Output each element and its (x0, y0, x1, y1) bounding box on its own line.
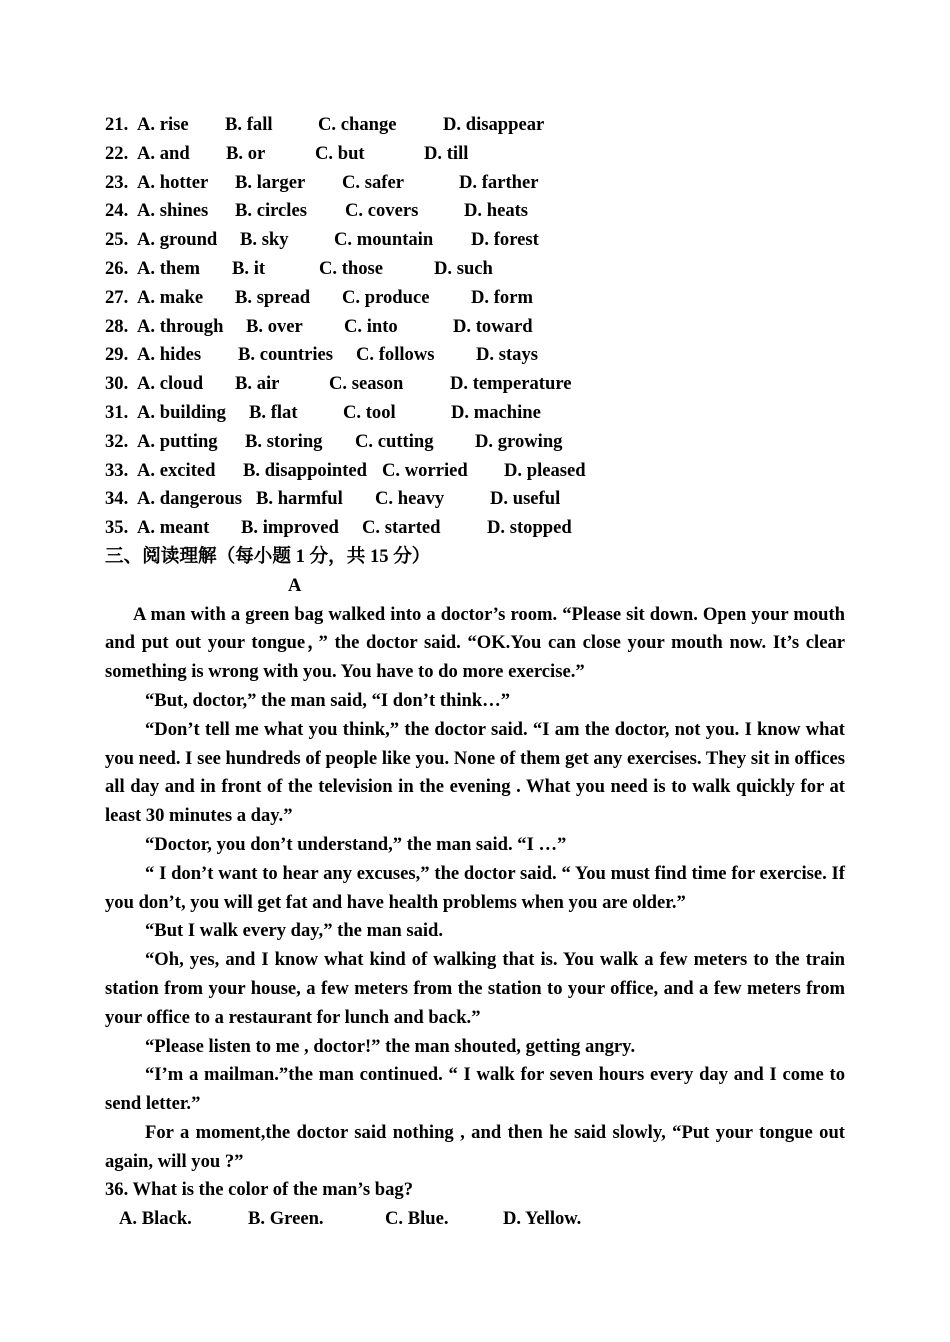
question-36-stem: 36. What is the color of the man’s bag? (105, 1179, 414, 1201)
question-number: 26. (105, 257, 129, 279)
passage-paragraph: “Doctor, you don’t understand,” the man said. “I …” (145, 833, 567, 855)
passage-paragraph: A man with a green bag walked into a doctor’s room. “Please sit down. Open your mouth and put out your tongue，” the doctor said. “OK.You can close your mouth now. It’s clear something is wrong with you. You have to do more exercise.” (105, 603, 845, 683)
option-a: A. excited (137, 459, 216, 481)
option-row-33 (105, 457, 845, 486)
option-row-26 (105, 255, 845, 284)
option-d: D. useful (490, 488, 561, 510)
option-a: A. cloud (137, 373, 204, 395)
option-c: C. follows (356, 344, 435, 366)
question-number: 27. (105, 286, 129, 308)
option-row-27 (105, 284, 845, 313)
option-b: B. storing (245, 430, 323, 452)
option-a: A. hides (137, 344, 202, 366)
option-c: C. safer (342, 171, 404, 193)
option-d: D. toward (453, 315, 533, 337)
question-number: 23. (105, 171, 129, 193)
option-a: A. meant (137, 517, 210, 539)
option-b: B. countries (238, 344, 334, 366)
option-d: D. stopped (487, 517, 572, 539)
section-title: 三、阅读理解（每小题 1 分，共 15 分） (105, 545, 431, 567)
option-a: A. building (137, 401, 226, 423)
option-a: A. dangerous (137, 488, 243, 510)
option-b: B. flat (249, 401, 298, 423)
question-number: 35. (105, 517, 129, 539)
passage-paragraph: “Please listen to me , doctor!” the man shouted, getting angry. (145, 1035, 636, 1057)
option-d: D. farther (459, 171, 539, 193)
option-c: C. produce (342, 286, 430, 308)
option-c: C. heavy (375, 488, 445, 510)
passage-paragraph: For a moment,the doctor said nothing , and then he said slowly, “Put your tongue out again, will you ?” (105, 1121, 845, 1172)
option-d: D. pleased (504, 459, 586, 481)
option-c: C. change (318, 114, 397, 135)
option-row-31 (105, 399, 845, 428)
option-row-34 (105, 485, 845, 514)
option-b: B. over (246, 315, 303, 337)
option-b: B. spread (235, 286, 311, 308)
passage-paragraph: “But I walk every day,” the man said. (145, 920, 444, 942)
option-c: C. covers (345, 200, 419, 222)
option-b: B. it (232, 257, 266, 279)
passage-label: A (288, 574, 302, 596)
option-d: D. stays (476, 344, 538, 366)
question-number: 31. (105, 401, 129, 423)
option-c: C. worried (382, 459, 468, 481)
option-c: C. cutting (355, 430, 434, 452)
option-d: D. machine (451, 401, 541, 423)
option-row-28 (105, 313, 845, 342)
option-row-32 (105, 428, 845, 457)
option-a: A. putting (137, 430, 218, 452)
question-number: 34. (105, 488, 129, 510)
option-a: A. ground (137, 229, 218, 251)
cloze-options (105, 111, 845, 543)
option-row-25 (105, 226, 845, 255)
question-number: 25. (105, 229, 129, 251)
option-c: C. started (362, 517, 441, 539)
question-number: 29. (105, 344, 129, 366)
option-b: B. improved (241, 517, 339, 539)
option-b: B. or (226, 142, 266, 164)
option-a: A. Black. (119, 1208, 192, 1230)
option-a: A. make (137, 286, 204, 308)
passage-paragraph: “I’m a mailman.”the man continued. “ I walk for seven hours every day and I come to send letter.” (105, 1064, 845, 1115)
option-a: A. through (137, 315, 224, 337)
option-row-29 (105, 341, 845, 370)
option-c: C. those (319, 257, 384, 279)
option-d: D. growing (475, 430, 563, 452)
question-number: 22. (105, 142, 129, 164)
option-c: C. Blue. (385, 1208, 449, 1230)
exam-page (105, 111, 845, 1234)
option-c: C. season (329, 373, 404, 395)
option-b: B. disappointed (243, 459, 368, 481)
question-number: 24. (105, 200, 129, 222)
option-d: D. Yellow. (503, 1208, 582, 1230)
option-row-35 (105, 514, 845, 543)
question-36-options (105, 1205, 845, 1234)
option-row-24 (105, 197, 845, 226)
passage-paragraph: “Oh, yes, and I know what kind of walking that is. You walk a few meters to the train station from your house, a few meters from the station to your office, and a few meters from your office to a restaurant for lunch and back.” (105, 949, 845, 1028)
option-a: A. them (137, 257, 200, 279)
option-b: B. circles (235, 200, 307, 222)
question-number: 30. (105, 373, 129, 395)
reading-passage (105, 601, 845, 1177)
question-number: 33. (105, 459, 129, 481)
option-a: A. shines (137, 200, 209, 222)
option-d: D. temperature (450, 373, 572, 395)
option-b: B. fall (225, 114, 273, 135)
option-row-23 (105, 169, 845, 198)
option-a: A. and (137, 142, 190, 164)
option-c: C. tool (343, 401, 396, 423)
option-row-30 (105, 370, 845, 399)
option-b: B. Green. (248, 1208, 324, 1230)
question-number: 21. (105, 114, 129, 135)
option-d: D. such (434, 257, 493, 279)
option-row-21 (105, 111, 845, 140)
option-d: D. disappear (443, 114, 545, 135)
option-d: D. heats (464, 200, 529, 222)
option-c: C. into (344, 315, 398, 337)
option-d: D. form (471, 286, 533, 308)
question-number: 32. (105, 430, 129, 452)
option-a: A. hotter (137, 171, 209, 193)
question-number: 28. (105, 315, 129, 337)
option-c: C. but (315, 142, 365, 164)
passage-paragraph: “Don’t tell me what you think,” the doctor said. “I am the doctor, not you. I know what you need. I see hundreds of people like you. None of them get any exercises. They sit in offices all day and in front of the television in the evening . What you need is to walk quickly for at least 30 minutes a day.” (105, 718, 845, 827)
option-b: B. sky (240, 229, 289, 251)
option-d: D. forest (471, 229, 539, 251)
option-a: A. rise (137, 114, 189, 135)
option-row-22 (105, 140, 845, 169)
option-b: B. air (235, 373, 280, 395)
passage-paragraph: “ I don’t want to hear any excuses,” the doctor said. “ You must find time for exercise. If you don’t, you will get fat and have health problems when you are older.” (105, 862, 845, 913)
option-b: B. larger (235, 171, 306, 193)
option-b: B. harmful (256, 488, 343, 510)
option-d: D. till (424, 142, 469, 164)
passage-paragraph: “But, doctor,” the man said, “I don’t think…” (145, 689, 511, 711)
option-c: C. mountain (334, 229, 434, 251)
